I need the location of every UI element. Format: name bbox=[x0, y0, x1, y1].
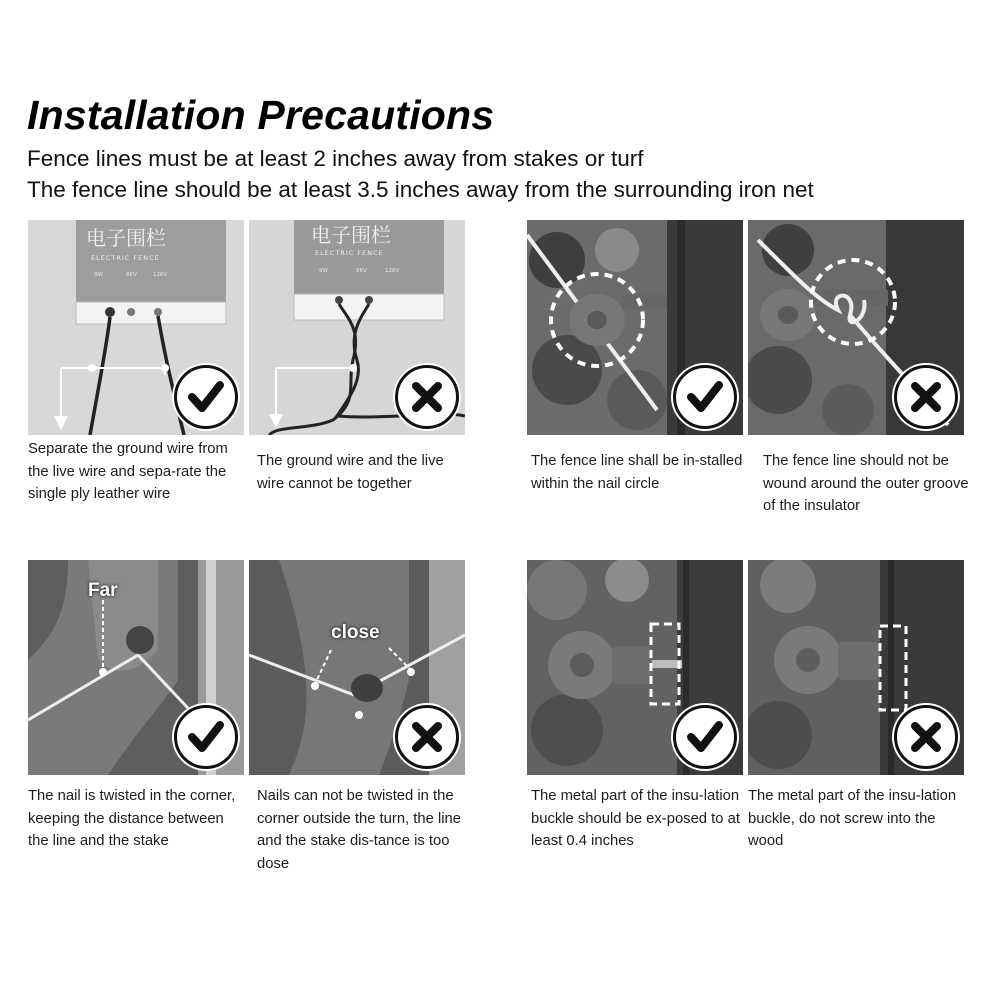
caption-5: The nail is twisted in the corner, keeping the distance between the line and the stake bbox=[28, 788, 236, 849]
badge-cross bbox=[894, 365, 958, 429]
photo-label-close: close bbox=[331, 622, 380, 643]
photo-line-in-nail-circle bbox=[527, 220, 743, 435]
caption-7: The metal part of the insu-lation buckle should be ex-posed to at least 0.4 inches bbox=[531, 788, 740, 849]
device-label: 电子围栏 bbox=[86, 226, 166, 250]
photo-nail-in-corner bbox=[28, 560, 244, 775]
badge-check bbox=[174, 365, 238, 429]
terminal-label: 9W bbox=[319, 268, 328, 274]
badge-cross bbox=[894, 705, 958, 769]
device-sublabel: ELECTRIC FENCE bbox=[315, 249, 384, 257]
caption-3: The fence line shall be in-stalled within the nail circle bbox=[531, 453, 743, 492]
terminal-label: 8KV bbox=[126, 272, 137, 278]
badge-check bbox=[673, 365, 737, 429]
subtitle-line-1: Fence lines must be at least 2 inches away from stakes or turf bbox=[27, 146, 644, 171]
cross-icon bbox=[897, 708, 955, 766]
caption-2: The ground wire and the live wire cannot be together bbox=[257, 453, 444, 492]
badge-cross bbox=[395, 705, 459, 769]
check-icon bbox=[676, 368, 734, 426]
photo-device-separate-wires bbox=[28, 220, 244, 435]
cross-icon bbox=[897, 368, 955, 426]
device-sublabel: ELECTRIC FENCE bbox=[91, 254, 160, 262]
terminal-label: 12KV bbox=[385, 268, 400, 274]
page-title: Installation Precautions bbox=[27, 92, 495, 138]
check-icon bbox=[177, 708, 235, 766]
photo-nail-outside-turn bbox=[249, 560, 465, 775]
photo-buckle-screwed-in bbox=[748, 560, 964, 775]
caption-1: Separate the ground wire from the live wire and sepa-rate the single ply leather wire bbox=[28, 441, 228, 502]
terminal-label: 12KV bbox=[153, 272, 168, 278]
photo-buckle-exposed bbox=[527, 560, 743, 775]
badge-cross bbox=[395, 365, 459, 429]
badge-check bbox=[174, 705, 238, 769]
caption-4: The fence line should not be wound around the outer groove of the insulator bbox=[763, 453, 969, 514]
photo-device-wires-together bbox=[249, 220, 465, 435]
caption-8: The metal part of the insu-lation buckle, do not screw into the wood bbox=[748, 788, 957, 849]
cross-icon bbox=[398, 368, 456, 426]
device-label: 电子围栏 bbox=[311, 223, 391, 247]
check-icon bbox=[676, 708, 734, 766]
photo-label-far: Far bbox=[88, 580, 118, 601]
check-icon bbox=[177, 368, 235, 426]
cross-icon bbox=[398, 708, 456, 766]
terminal-label: 8KV bbox=[356, 268, 367, 274]
caption-6: Nails can not be twisted in the corner outside the turn, the line and the stake dis-tance is too dose bbox=[257, 788, 461, 872]
photo-line-wound-groove bbox=[748, 220, 964, 435]
subtitle-line-2: The fence line should be at least 3.5 inches away from the surrounding iron net bbox=[27, 177, 814, 202]
badge-check bbox=[673, 705, 737, 769]
terminal-label: 9W bbox=[94, 272, 103, 278]
